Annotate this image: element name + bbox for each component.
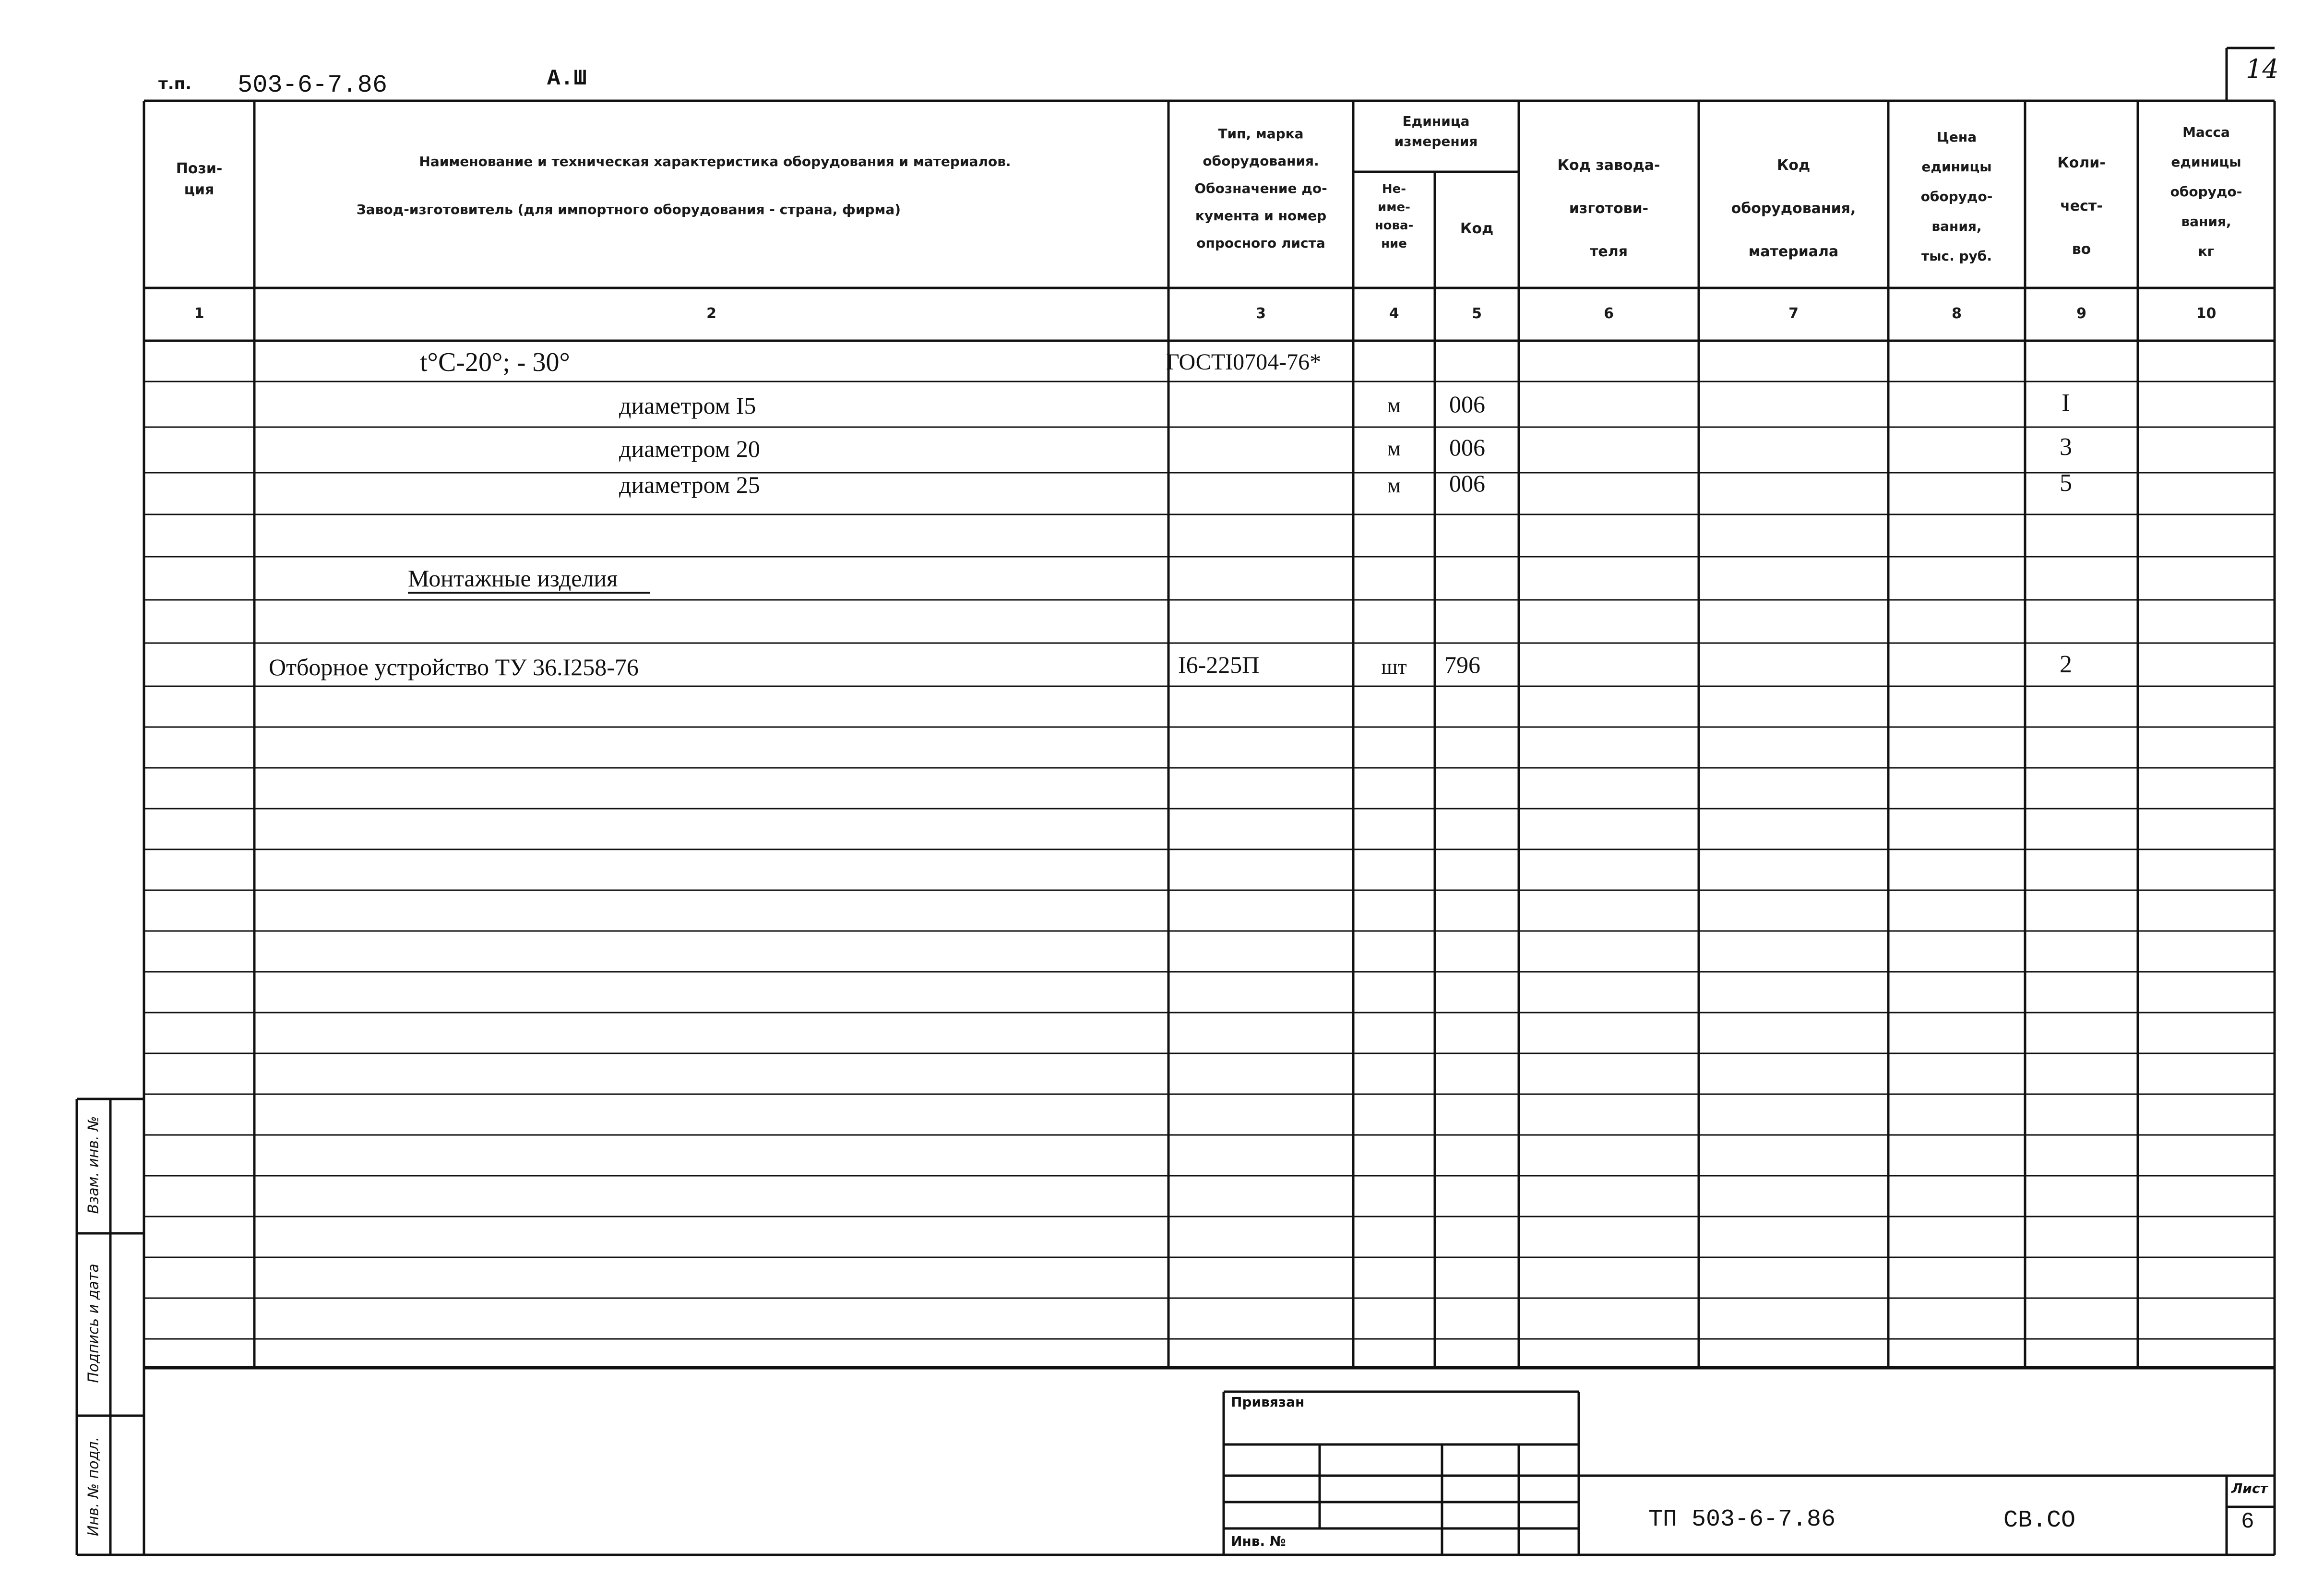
col-header-factory-code: Код завода- изготови- теля — [1557, 157, 1660, 260]
col-header-quantity: Коли- чест- во — [2057, 155, 2106, 258]
row-2-name: диаметром I5 — [619, 392, 756, 419]
stamp-section: СВ.СО — [2003, 1507, 2076, 1534]
row-1-name: t°C-20°; - 30° — [420, 347, 570, 377]
tp-number: 503-6-7.86 — [238, 71, 388, 99]
col-header-name-line2: Завод-изготовитель (для импортного оборудования - страна, фирма) — [356, 202, 901, 217]
row-3-qty: 3 — [2060, 433, 2072, 461]
section-title: Монтажные изделия — [408, 565, 618, 592]
row-3-unit: м — [1387, 437, 1401, 460]
col-number-5: 5 — [1472, 305, 1482, 322]
row-6-qty: 2 — [2060, 651, 2072, 678]
col-header-unit-code: Код — [1460, 220, 1494, 237]
row-3-name: диаметром 20 — [619, 435, 760, 462]
row-2-qty: I — [2062, 389, 2070, 417]
album-label: А.Ш — [547, 66, 587, 91]
row-3-code: 006 — [1449, 434, 1485, 461]
col-number-1: 1 — [194, 305, 204, 322]
stamp-signature-label: Подпись и дата — [85, 1264, 102, 1383]
col-header-unit-name: Не- име- нова- ние — [1374, 182, 1414, 251]
row-4-code: 006 — [1449, 470, 1485, 497]
row-1-doc: ГОСТI0704-76* — [1166, 349, 1322, 375]
row-6-name: Отборное устройство ТУ 36.I258-76 — [269, 654, 639, 680]
stamp-doc-code: ТП 503-6-7.86 — [1648, 1506, 1836, 1533]
col-number-4: 4 — [1389, 305, 1399, 322]
col-header-unit-group: Единица измерения — [1394, 113, 1478, 149]
row-6-doc: I6-225П — [1178, 651, 1260, 678]
row-2-code: 006 — [1449, 391, 1485, 418]
col-header-equipment-code: Код оборудования, материала — [1731, 157, 1856, 260]
col-number-7: 7 — [1788, 305, 1799, 322]
col-header-type: Тип, марка оборудования. Обозначение до- кумента и номер опросного листа — [1194, 126, 1327, 251]
row-4-name: диаметром 25 — [619, 471, 760, 498]
col-number-8: 8 — [1952, 305, 1962, 322]
row-lines — [144, 382, 2275, 1339]
col-number-6: 6 — [1604, 305, 1614, 322]
col-header-price: Цена единицы оборудо- вания, тыс. руб. — [1920, 129, 1993, 264]
stamp-inv-label: Инв. № подл. — [85, 1437, 102, 1536]
stamp-inv-no: Инв. № — [1231, 1533, 1286, 1549]
col-header-position: Пози- ция — [176, 160, 223, 198]
col-header-mass: Масса единицы оборудо- вания, кг — [2170, 124, 2242, 259]
col-number-3: 3 — [1256, 305, 1266, 322]
stamp-vzam-label: Взам. инв. № — [85, 1116, 102, 1214]
stamp-privyazan: Привязан — [1231, 1394, 1305, 1410]
col-number-10: 10 — [2196, 305, 2217, 322]
row-6-unit: шт — [1381, 655, 1407, 679]
row-6-code: 796 — [1444, 651, 1480, 678]
stamp-sheet-label: Лист — [2231, 1480, 2268, 1496]
stamp-sheet-number: 6 — [2241, 1509, 2254, 1534]
row-4-qty: 5 — [2060, 469, 2072, 497]
row-4-unit: м — [1387, 474, 1401, 497]
row-2-unit: м — [1387, 394, 1401, 417]
corner-page-number: 14 — [2246, 54, 2279, 84]
col-number-2: 2 — [706, 305, 716, 322]
col-header-name-line1: Наименование и техническая характеристика оборудования и материалов. — [419, 154, 1011, 169]
tp-label: т.п. — [158, 74, 192, 94]
col-number-9: 9 — [2076, 305, 2086, 322]
